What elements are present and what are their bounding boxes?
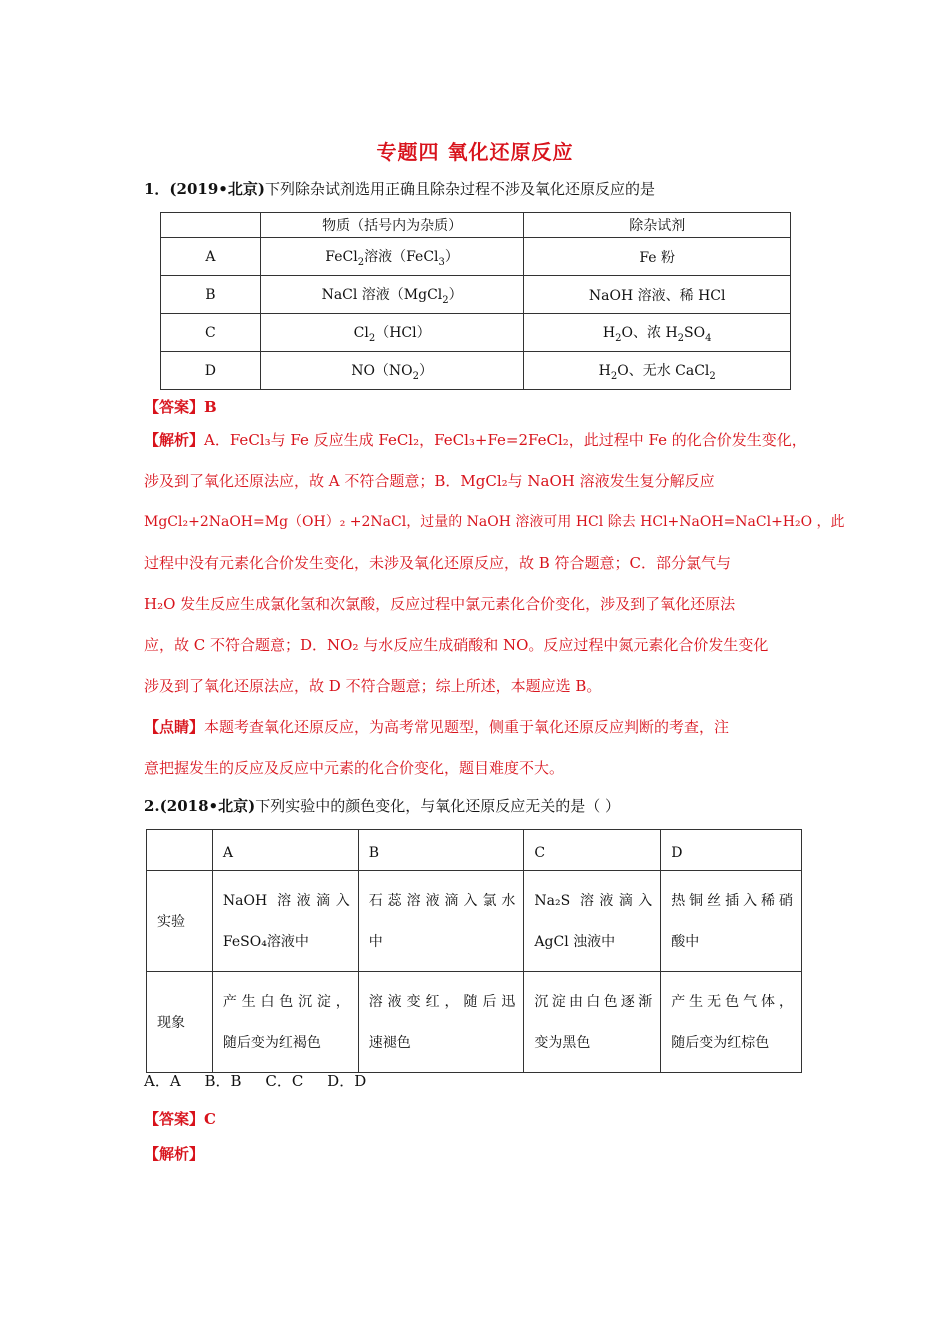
row-label: 现象 xyxy=(147,972,213,1073)
question-2-table xyxy=(146,829,802,1073)
substance-cell: NaCl 溶液（MgCl$_2$） xyxy=(260,276,524,314)
substance-cell: $NO(NO_2)$ xyxy=(260,352,524,390)
row-label: D xyxy=(161,352,261,390)
table-cell: NaOH 溶液滴入 FeSO₄溶液中 xyxy=(212,871,358,972)
question-2-text: 下列实验中的颜色变化，与氧化还原反应无关的是（ ） xyxy=(255,797,620,815)
table-cell: 产生无色气体， 随后变为红棕色 xyxy=(661,972,802,1073)
substance-cell: FeCl$_2$溶液（FeCl$_3$） xyxy=(260,238,524,276)
table-row xyxy=(161,352,791,390)
analysis-line: 涉及到了氧化还原法应，故 D 不符合题意；综上所述，本题应选 B。 xyxy=(144,677,602,695)
table-cell: 石蕊溶液滴入氯水 中 xyxy=(358,871,524,972)
analysis-line: 涉及到了氧化还原法应，故 A 不符合题意；B．MgCl₂与 NaOH 溶液发生复分解反应 xyxy=(144,472,715,490)
analysis-tag: 【解析】 xyxy=(144,431,205,449)
table-cell: 溶液变红，随后迅 速褪色 xyxy=(358,972,524,1073)
question-1-text: 下列除杂试剂选用正确且除杂过程不涉及氧化还原反应的是 xyxy=(264,180,655,198)
table-header-cell xyxy=(161,213,261,238)
table-row xyxy=(147,871,802,972)
analysis-line: H₂O 发生反应生成氯化氢和次氯酸，反应过程中氯元素化合价变化，涉及到了氧化还原法 xyxy=(144,595,736,613)
analysis-line: 过程中没有元素化合价发生变化，未涉及氧化还原反应，故 B 符合题意；C．部分氯气与 xyxy=(144,554,732,572)
table-cell: 热铜丝插入稀硝 酸中 xyxy=(661,871,802,972)
table-header-cell: C xyxy=(524,830,661,871)
analysis-line: 【解析】A．FeCl₃与 Fe 反应生成 FeCl₂，FeCl₃+Fe=2FeCl₂，此过程中 Fe 的化合价发生变化， xyxy=(144,431,807,449)
table-header-cell: 除杂试剂 xyxy=(524,213,791,238)
table-header-cell: 物质（括号内为杂质） xyxy=(260,213,524,238)
reagent-cell: Fe 粉 xyxy=(524,238,791,276)
page-title: 专题四 氧化还原反应 xyxy=(376,140,574,164)
table-row xyxy=(161,314,791,352)
question-2-stem xyxy=(144,795,620,816)
answer-value: B xyxy=(204,398,217,416)
answer-tag: 【答案】 xyxy=(144,398,205,416)
table-row xyxy=(147,972,802,1073)
table-cell: 沉淀由白色逐渐 变为黑色 xyxy=(524,972,661,1073)
question-1-stem xyxy=(144,178,655,199)
answer-value: C xyxy=(204,1110,216,1128)
analysis-line: 应，故 C 不符合题意；D．NO₂ 与水反应生成硝酸和 NO。反应过程中氮元素化合价发生变化 xyxy=(144,636,769,654)
table-header-cell: B xyxy=(358,830,524,871)
reagent-cell: $H_2O$、浓 $H_2SO_4$ xyxy=(524,314,791,352)
reagent-cell: NaOH 溶液、稀 HCl xyxy=(524,276,791,314)
question-2-source: 2.(2018•北京) xyxy=(144,797,256,815)
table-cell: 产生白色沉淀， 随后变为红褐色 xyxy=(212,972,358,1073)
table-cell: Na₂S 溶液滴入 AgCl 浊液中 xyxy=(524,871,661,972)
table-header-cell xyxy=(147,830,213,871)
question-2-answer xyxy=(144,1108,216,1129)
point-line: 【点睛】本题考查氧化还原反应，为高考常见题型，侧重于氧化还原反应判断的考查，注 xyxy=(144,718,730,736)
question-1-table xyxy=(160,212,791,390)
reagent-cell: $H_2O$、无水 CaCl$_2$ xyxy=(524,352,791,390)
row-label: 实验 xyxy=(147,871,213,972)
analysis-tag: 【解析】 xyxy=(144,1145,205,1163)
question-2-analysis xyxy=(144,1143,204,1164)
analysis-line: MgCl₂+2NaOH=Mg（OH）₂ +2NaCl，过量的 NaOH 溶液可用 HCl 除去 HCl+NaOH=NaCl+H₂O ，此 xyxy=(144,514,845,530)
table-header-cell: A xyxy=(212,830,358,871)
question-1-source: 1．(2019•北京) xyxy=(144,180,265,198)
point-tag: 【点睛】 xyxy=(144,718,205,736)
row-label: A xyxy=(161,238,261,276)
row-label: C xyxy=(161,314,261,352)
table-row xyxy=(161,238,791,276)
question-2-options: A．A B．B C．C D．D xyxy=(144,1072,367,1090)
table-header-row xyxy=(147,830,802,871)
table-header-cell: D xyxy=(661,830,802,871)
point-line: 意把握发生的反应及反应中元素的化合价变化，题目难度不大。 xyxy=(144,759,565,777)
answer-tag: 【答案】 xyxy=(144,1110,205,1128)
question-1-analysis xyxy=(144,420,845,789)
table-header-row xyxy=(161,213,791,238)
question-1-answer xyxy=(144,396,217,417)
table-row xyxy=(161,276,791,314)
substance-cell: $Cl_2(HCl)$ xyxy=(260,314,524,352)
row-label: B xyxy=(161,276,261,314)
